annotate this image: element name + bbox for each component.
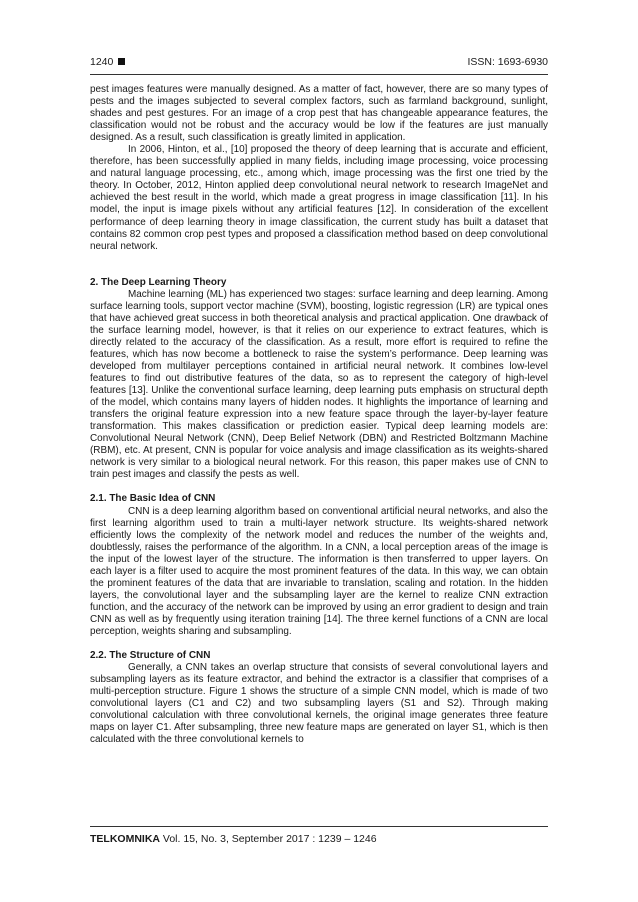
paragraph-hinton: In 2006, Hinton, et al., [10] proposed the theory of deep learning that is accurate and efficient, therefore, has been successfully applied in many fields, including image processing, voice processing and natural language processing, etc., among which, image processing was the first one tried by the theory. In October, 2012, Hinton applied deep convolutional neural network to research ImageNet and achieved the best result in the world, which made a great progress in image classification [11]. In his model, the input is image pixels without any artificial features [12]. In consideration of the excellent performance of deep learning theory in image classification, the current study has built a dataset that contains 82 common crop pest types and proposed a classification method based on deep convolutional neural network. xyxy=(90,144,548,252)
paragraph-intro-continued: pest images features were manually designed. As a matter of fact, however, there are so many types of pests and the images subjected to several complex factors, such as farmland background, sunlight, shades and pest gestures. For an image of a crop pest that has changeable appearance features, the classification would not be robust and the accuracy would be low if the features are just manually designed. As a result, such classification is greatly limited in application. xyxy=(90,84,548,144)
body-text xyxy=(90,84,548,746)
section-heading-deep-learning: 2. The Deep Learning Theory xyxy=(90,276,227,288)
spacer xyxy=(90,253,548,277)
header-issn: ISSN: 1693-6930 xyxy=(467,56,548,68)
footer-rule xyxy=(90,826,548,827)
paragraph-structure: Generally, a CNN takes an overlap structure that consists of several convolutional layers and subsampling layers as its feature extractor, and behind the extractor is a classifier that comprises of a multi-perception structure. Figure 1 shows the structure of a simple CNN model, which is made of two convolutional layers (C1 and C2) and two subsampling layers (S1 and S2). Through making convolutional calculation with three convolutional kernels, the original image generates three feature maps on layer C1. After subsampling, three new feature maps are generated on layer S1, which is then calculated with the three convolutional kernels to xyxy=(90,662,548,746)
page-footer xyxy=(90,833,548,845)
paragraph-deep-learning: Machine learning (ML) has experienced two stages: surface learning and deep learning. Among surface learning tools, support vector machine (SVM), boosting, logistic regression (LR) are typical ones that have achieved great success in both theoretical analysis and practical application. One drawback of the surface learning model, however, is that it relies on our experience to extract features, which is directly related to the accuracy of the classification. As a result, more effort is required to refine the features, which has now become a bottleneck to raise the system’s performance. Deep learning was developed from multilayer perceptions contained in artificial neural network. It combines low-level features to find out distributive features of the data, so as to represent the category of high-level features [13]. Unlike the conventional surface learning, deep learning puts emphasis on structural depth of the model, which contains many layers of hidden nodes. It highlights the importance of learning and transfers the original feature expression into a new feature space through the layer-by-layer feature transformation. This makes classification or prediction easier. Typical deep learning models are: Convolutional Neural Network (CNN), Deep Belief Network (DBN) and Restricted Boltzmann Machine (RBM), etc. At present, CNN is popular for voice analysis and image classification as its weights-shared network is very similar to a biological neural network. For this reason, this paper makes use of CNN to train pest images and classify the pests as well. xyxy=(90,288,548,481)
page-header xyxy=(90,56,548,72)
section-heading-structure: 2.2. The Structure of CNN xyxy=(90,650,211,662)
paragraph-basic-idea: CNN is a deep learning algorithm based on conventional artificial neural networks, and also the first learning algorithm used to train a multi-layer network structure. Its weights-shared network efficiently lows the complexity of the network model and reduces the number of the weights and, doubtlessly, raises the performance of the algorithm. In a CNN, a local perception areas of the image is the input of the lowest layer of the structure. The information is then transferred to upper layers. On each layer is a filter used to acquire the most prominent features of the data. In this way, we can obtain the prominent features of the data that are invariable to translation, scaling and rotation. In the hidden layers, the convolutional layer and the subsampling layer are the kernel to realize CNN extraction function, and the accuracy of the network can be improved by using an error gradient to design and train CNN as well as by frequently using iteration training [14]. The three kernel functions of a CNN are local perception, weights sharing and subsampling. xyxy=(90,505,548,637)
spacer xyxy=(90,638,548,650)
footer-journal-name: TELKOMNIKA xyxy=(90,833,160,845)
header-page-number: 1240 xyxy=(90,56,125,68)
header-rule xyxy=(90,74,548,75)
footer-citation: Vol. 15, No. 3, September 2017 : 1239 – 1246 xyxy=(160,833,377,845)
square-bullet-icon xyxy=(118,58,125,65)
section-heading-basic-idea: 2.1. The Basic Idea of CNN xyxy=(90,493,216,505)
spacer xyxy=(90,481,548,493)
